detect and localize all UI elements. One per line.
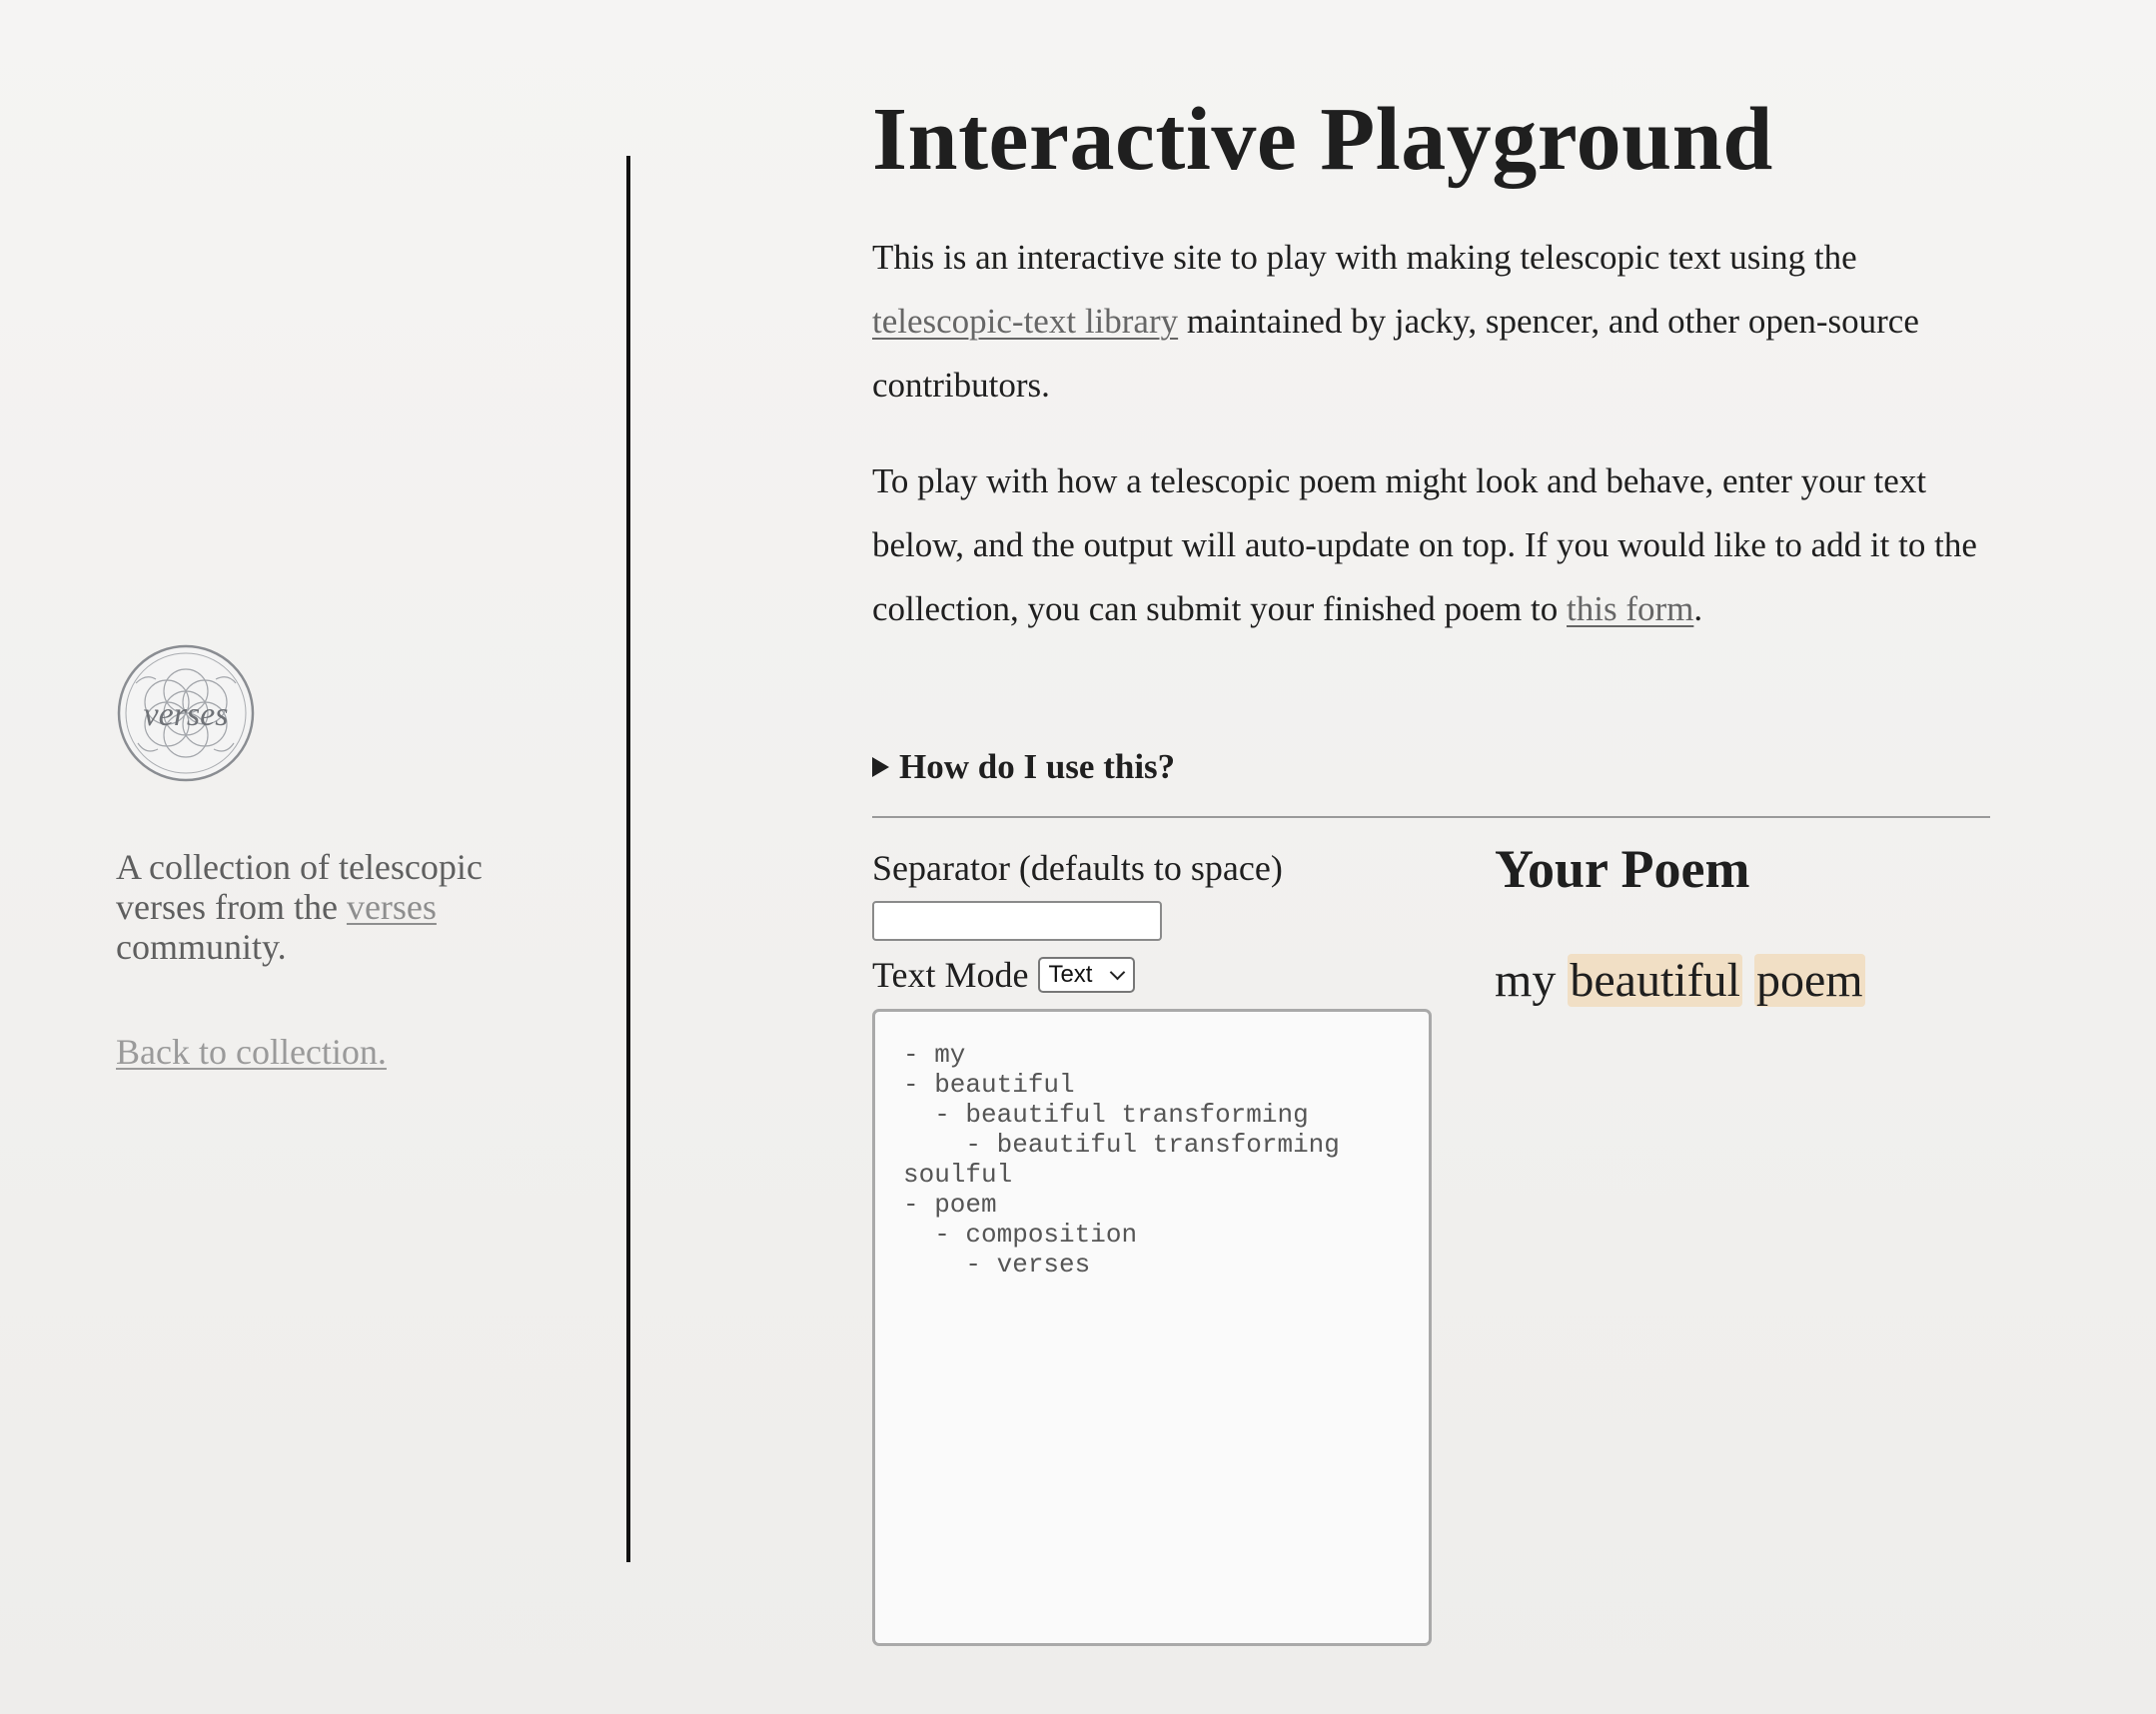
intro-text-end: maintained by jacky, spencer, and other open-source contributors. [872,302,1919,405]
tagline-text: A collection of telescopic verses from the [116,847,483,927]
instructions-paragraph [872,449,1991,641]
telescopic-text-library-link[interactable]: telescopic-text library [872,302,1179,341]
disclosure-summary: How do I use this? [899,747,1176,786]
intro-text: This is an interactive site to play with making telescopic text using the [872,238,1857,277]
poem-word: my [1495,954,1557,1007]
submission-form-link[interactable]: this form [1567,589,1694,628]
back-to-collection-link[interactable]: Back to collection. [116,1032,387,1072]
verses-community-link[interactable]: verses [346,887,437,927]
text-mode-select[interactable] [1038,957,1135,993]
how-to-use-disclosure[interactable] [872,743,1175,791]
intro-paragraph [872,226,1991,418]
text-mode-selected: Text [1048,961,1093,988]
separator-label: Separator (defaults to space) [872,848,1283,888]
verses-logo [116,643,256,783]
instructions-text: To play with how a telescopic poem might look and behave, enter your text below, and the output will auto-update on top. If you would like to add it to the collection, you can submit your finished poem to [872,461,1977,628]
poem-word-expandable[interactable]: beautiful [1570,954,1740,1007]
chevron-down-icon [1110,965,1126,981]
text-mode-row [872,953,1135,997]
poem-output [1495,951,1865,1011]
svg-text:verses: verses [143,696,229,733]
sidebar-tagline [116,847,575,967]
sidebar [116,643,575,1073]
separator-input[interactable] [872,901,1162,941]
poem-text-editor[interactable]: - my - beautiful - beautiful transforming - beautiful transforming soulful - poem - composition - verses [872,1009,1432,1646]
page-title: Interactive Playground [872,90,1773,189]
poem-word-expandable[interactable]: poem [1755,954,1863,1007]
your-poem-heading: Your Poem [1495,839,1750,899]
disclosure-triangle-icon [872,757,889,777]
vertical-divider [626,156,630,1562]
text-mode-label: Text Mode [872,955,1029,995]
instructions-text-end: . [1693,589,1703,628]
tagline-suffix: community. [116,927,287,967]
horizontal-divider [872,816,1990,818]
